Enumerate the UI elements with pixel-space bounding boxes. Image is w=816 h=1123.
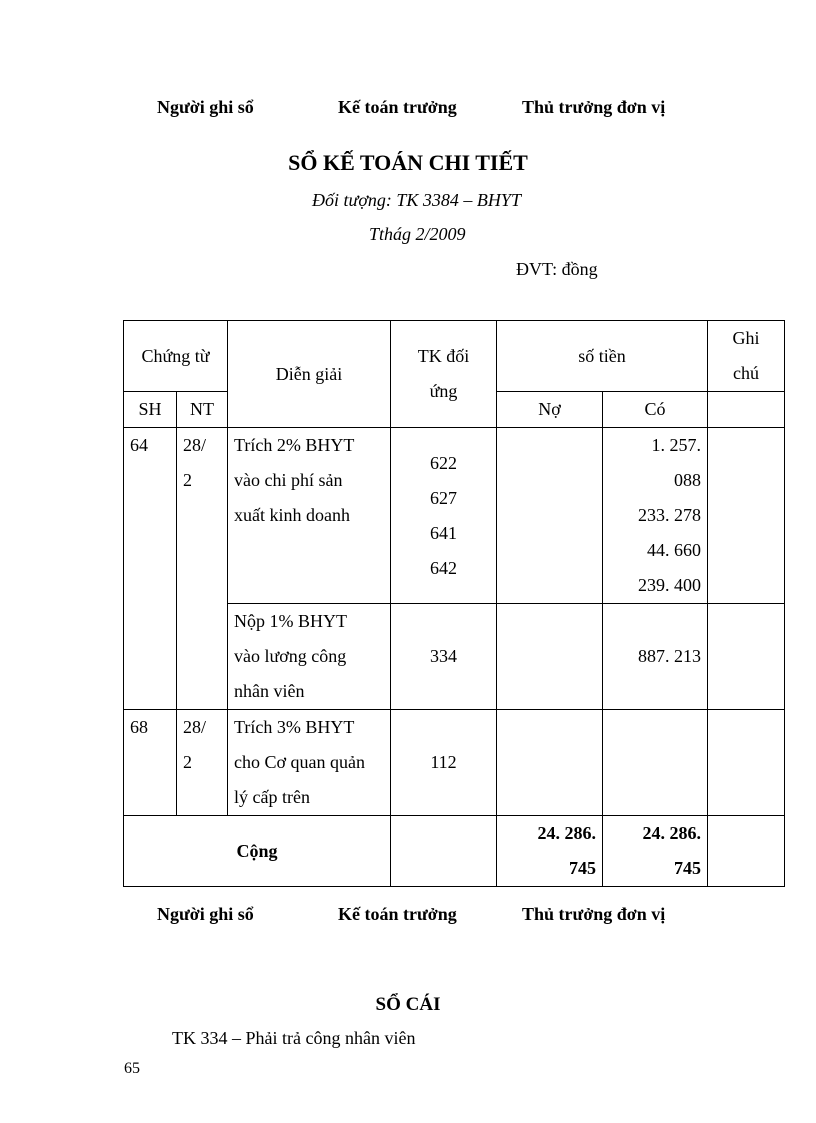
cell-description: Nộp 1% BHYT vào lương công nhân viên	[228, 604, 391, 710]
header-amount: số tiền	[497, 321, 708, 392]
total-debit: 24. 286. 745	[497, 816, 603, 887]
general-ledger-title: SỔ CÁI	[375, 994, 441, 1015]
ledger-title: SỔ KẾ TOÁN CHI TIẾT	[288, 150, 528, 175]
header-note: Ghi chú	[708, 321, 785, 392]
cell-note	[708, 428, 785, 604]
signature-head-of-unit-top: Thủ trưởng đơn vị	[522, 97, 666, 117]
header-nt: NT	[177, 392, 228, 428]
header-description: Diễn giải	[228, 321, 391, 428]
header-sh: SH	[124, 392, 177, 428]
total-note	[708, 816, 785, 887]
cell-note	[708, 710, 785, 816]
cell-nt: 28/ 2	[177, 428, 228, 710]
signature-chief-accountant-top: Kế toán trưởng	[338, 97, 457, 117]
header-debit: Nợ	[497, 392, 603, 428]
signature-head-of-unit-bottom: Thủ trưởng đơn vị	[522, 904, 666, 924]
signature-recorder-top: Người ghi sổ	[157, 97, 254, 117]
total-credit: 24. 286. 745	[603, 816, 708, 887]
header-voucher: Chứng từ	[124, 321, 228, 392]
cell-sh: 64	[124, 428, 177, 710]
cell-debit	[497, 428, 603, 604]
cell-account: 334	[391, 604, 497, 710]
cell-account: 112	[391, 710, 497, 816]
ledger-table	[123, 320, 785, 887]
signature-recorder-bottom: Người ghi sổ	[157, 904, 254, 924]
cell-description: Trích 2% BHYT vào chi phí sản xuất kinh doanh	[228, 428, 391, 604]
cell-nt: 28/ 2	[177, 710, 228, 816]
signature-chief-accountant-bottom: Kế toán trưởng	[338, 904, 457, 924]
header-account: TK đối ứng	[391, 321, 497, 428]
cell-credit: 887. 213	[603, 604, 708, 710]
ledger-unit: ĐVT: đồng	[516, 259, 598, 279]
cell-sh: 68	[124, 710, 177, 816]
total-row	[124, 816, 785, 887]
table-row	[124, 428, 785, 604]
general-ledger-account: TK 334 – Phải trả công nhân viên	[172, 1028, 416, 1048]
cell-account: 622 627 641 642	[391, 428, 497, 604]
header-credit: Có	[603, 392, 708, 428]
cell-debit	[497, 710, 603, 816]
cell-credit	[603, 710, 708, 816]
table-row	[124, 710, 785, 816]
total-label: Cộng	[124, 816, 391, 887]
cell-description: Trích 3% BHYT cho Cơ quan quản lý cấp trên	[228, 710, 391, 816]
page-number: 65	[124, 1060, 140, 1077]
header-note-blank	[708, 392, 785, 428]
total-account	[391, 816, 497, 887]
cell-note	[708, 604, 785, 710]
ledger-subject: Đối tượng: TK 3384 – BHYT	[312, 190, 521, 210]
cell-debit	[497, 604, 603, 710]
cell-credit: 1. 257. 088 233. 278 44. 660 239. 400	[603, 428, 708, 604]
ledger-period: Tthág 2/2009	[369, 224, 466, 244]
